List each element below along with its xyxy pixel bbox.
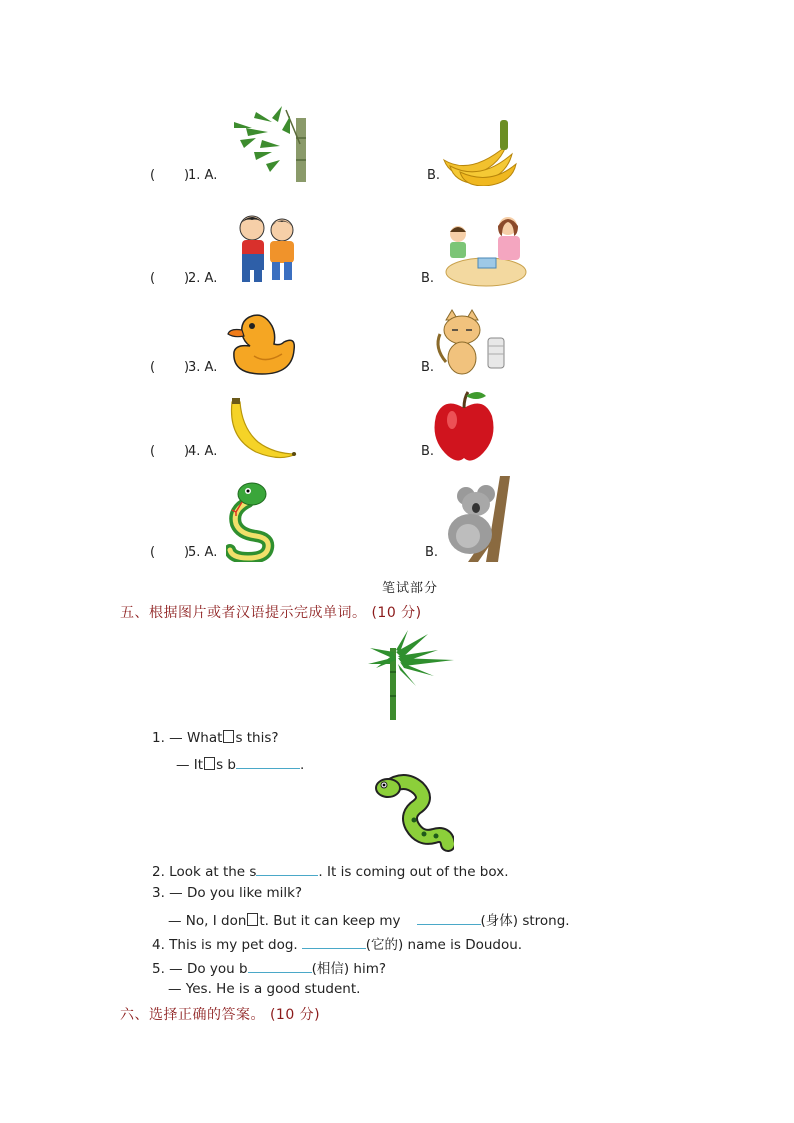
boys-icon bbox=[230, 210, 304, 286]
q3-text-a: — No, I don bbox=[168, 913, 247, 929]
question-number: 4. A. bbox=[188, 444, 218, 459]
answer-paren: ( ) bbox=[150, 545, 190, 560]
question-number: 1. A. bbox=[188, 168, 218, 183]
q2-line bbox=[152, 861, 509, 880]
green-snake-picture-icon bbox=[374, 772, 454, 856]
option-b-label: B. bbox=[427, 168, 441, 183]
q2-blank[interactable] bbox=[256, 861, 318, 876]
q2-text-b: . It is coming out of the box. bbox=[318, 864, 509, 880]
missing-char-box bbox=[223, 730, 234, 743]
answer-paren: ( ) bbox=[150, 168, 190, 183]
missing-char-box bbox=[247, 913, 258, 926]
section-5-heading bbox=[120, 602, 422, 622]
q4-text-a: 4. This is my pet dog. bbox=[152, 937, 298, 953]
q1-line2 bbox=[176, 754, 304, 773]
section-6-heading bbox=[120, 1004, 320, 1024]
q5-text-b: (相信) him? bbox=[311, 961, 387, 977]
cat-icon bbox=[432, 308, 514, 378]
q5-line1 bbox=[152, 957, 386, 977]
bamboo-icon bbox=[226, 104, 318, 184]
q5-text-a: 5. — Do you b bbox=[152, 961, 248, 977]
q3-line2 bbox=[168, 909, 570, 929]
q3-line1: 3. — Do you like milk? bbox=[152, 885, 303, 901]
option-b-label: B. bbox=[421, 444, 435, 459]
q4-line bbox=[152, 933, 522, 953]
option-b-label: B. bbox=[421, 360, 435, 375]
answer-paren: ( ) bbox=[150, 271, 190, 286]
q3-blank[interactable] bbox=[417, 910, 481, 925]
section-6-score: (10 分) bbox=[269, 1007, 321, 1023]
section-5-score: (10 分) bbox=[371, 605, 422, 621]
answer-paren: ( ) bbox=[150, 360, 190, 375]
written-part-title: 笔试部分 bbox=[382, 581, 439, 596]
q1-blank[interactable] bbox=[236, 754, 300, 769]
question-number: 2. A. bbox=[188, 271, 218, 286]
q5-line2: — Yes. He is a good student. bbox=[168, 981, 361, 997]
bananas-icon bbox=[440, 116, 520, 186]
snake-icon bbox=[226, 480, 276, 562]
section-5-heading-text: 五、根据图片或者汉语提示完成单词。 bbox=[120, 605, 367, 621]
q5-blank[interactable] bbox=[248, 958, 312, 973]
answer-paren: ( ) bbox=[150, 444, 190, 459]
section-6-heading-text: 六、选择正确的答案。 bbox=[120, 1007, 265, 1023]
q1-period: . bbox=[299, 757, 305, 773]
q1-line1 bbox=[152, 730, 279, 746]
q3-text-b: t. But it can keep my bbox=[259, 913, 401, 929]
apple-icon bbox=[432, 388, 496, 462]
q1-answer-b: s b bbox=[216, 757, 236, 773]
mother-child-table-icon bbox=[434, 210, 528, 290]
q3-hint: (身体) strong. bbox=[480, 913, 570, 929]
q1-text-a: 1. — What bbox=[152, 730, 223, 746]
option-b-label: B. bbox=[421, 271, 435, 286]
koala-icon bbox=[438, 476, 518, 562]
missing-char-box bbox=[204, 757, 215, 770]
q1-answer-a: — It bbox=[176, 757, 204, 773]
q4-blank[interactable] bbox=[302, 934, 366, 949]
question-number: 5. A. bbox=[188, 545, 218, 560]
option-b-label: B. bbox=[425, 545, 439, 560]
q2-text-a: 2. Look at the s bbox=[152, 864, 257, 880]
banana-icon bbox=[226, 398, 300, 462]
q4-text-b: (它的) name is Doudou. bbox=[365, 937, 523, 953]
bamboo-picture-icon bbox=[368, 628, 456, 720]
q1-text-b: s this? bbox=[235, 730, 279, 746]
duck-icon bbox=[226, 306, 298, 378]
question-number: 3. A. bbox=[188, 360, 218, 375]
